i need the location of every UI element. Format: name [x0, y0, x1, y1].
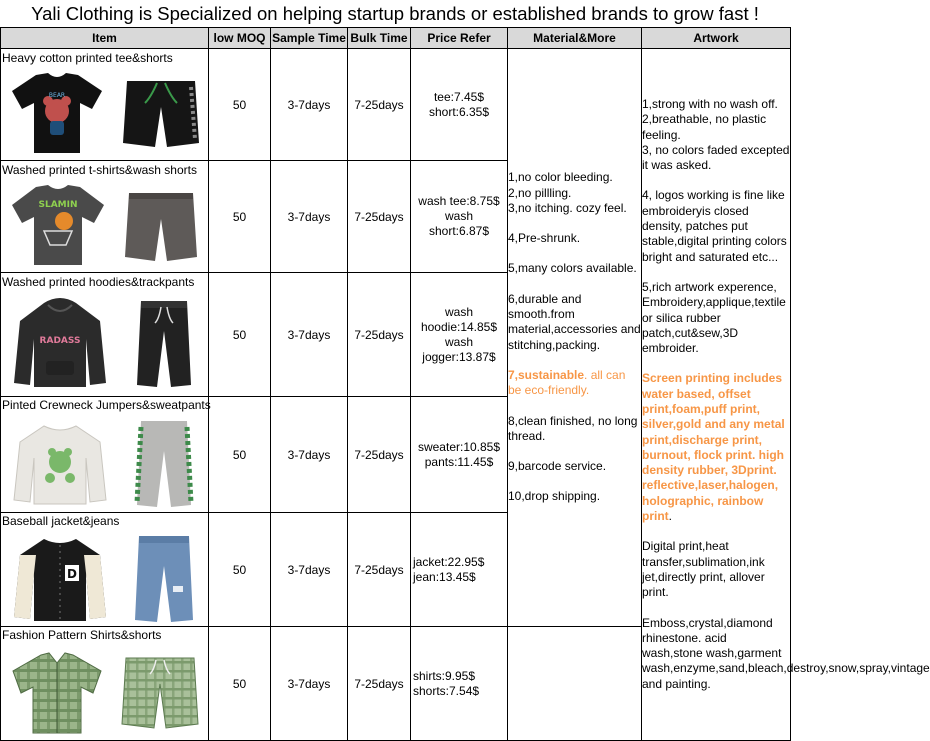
artwork-point: 1,strong with no wash off. [642, 96, 778, 111]
price-cell [411, 161, 508, 273]
artwork-point: 5,rich artwork experence, Embroidery,applique,textile or silica rubber patch,cut&sew,3D embroider. [642, 279, 786, 356]
table-row [1, 49, 791, 161]
header-artwork: Artwork [642, 28, 791, 49]
price-line: tee:7.45$ [433, 89, 485, 104]
price-cell [411, 397, 508, 513]
material-point: 10,drop shipping. [508, 489, 601, 504]
black-shorts-icon [121, 73, 201, 153]
price-cell [411, 513, 508, 627]
artwork-point: 4, logos working is fine like embroideryis closed density, patches put stable,digital printing colors bright and saturated etc... [642, 188, 787, 264]
sample-time-cell: 3-7days [271, 627, 348, 741]
plaid-shirt-icon [7, 649, 107, 735]
bulk-time-cell: 7-25days [348, 513, 411, 627]
item-name: Heavy cotton printed tee&shorts [2, 50, 173, 65]
material-point: 3,no itching. cozy feel. [508, 200, 627, 215]
moq-cell: 50 [209, 273, 271, 397]
bulk-time-cell: 7-25days [348, 273, 411, 397]
plaid-shorts-icon [118, 652, 202, 732]
price-line: jacket:22.95$ [413, 554, 485, 569]
price-line: jean:13.45$ [413, 569, 476, 584]
product-table [0, 27, 930, 741]
artwork-cell [642, 49, 930, 741]
item-name: Baseball jacket&jeans [2, 513, 120, 528]
price-line: short:6.35$ [428, 104, 490, 119]
material-point: 6,durable and smooth.from material,accessories and stitching,packing. [508, 291, 641, 352]
price-line: pants:11.45$ [424, 454, 494, 469]
item-cell [1, 161, 209, 273]
item-name: Washed printed hoodies&trackpants [2, 274, 195, 289]
item-name: Fashion Pattern Shirts&shorts [2, 627, 162, 642]
sweatpants-icon [129, 417, 199, 509]
item-cell [1, 49, 209, 161]
item-cell [1, 627, 209, 741]
bulk-time-cell: 7-25days [348, 627, 411, 741]
sample-time-cell: 3-7days [271, 397, 348, 513]
price-line: wash tee:8.75$ [418, 194, 500, 208]
material-point-sustainable: 7,sustainable. all can be eco-friendly. [508, 367, 626, 398]
item-name: Pinted Crewneck Jumpers&sweatpants [2, 397, 211, 412]
header-material: Material&More [508, 28, 642, 49]
price-line: short:6.87$ [428, 224, 490, 238]
artwork-point-screen-printing: Screen printing includes water based, offset print,foam,puff print, silver,gold and any metal print,discharge print, burnout, flock print. high density rubber, 3Dprint. reflective,laser,halogen, holographic, rainbow print. [642, 371, 785, 524]
bulk-time-cell: 7-25days [348, 397, 411, 513]
material-cell-empty [508, 627, 642, 741]
material-point: 8,clean finished, no long thread. [508, 413, 638, 443]
item-name: Washed printed t-shirts&wash shorts [2, 162, 197, 177]
sample-time-cell: 3-7days [271, 513, 348, 627]
jeans-icon [129, 532, 199, 624]
price-line: wash [444, 334, 473, 349]
black-hoodie-icon [10, 295, 110, 391]
moq-cell: 50 [209, 161, 271, 273]
crewneck-sweater-icon [10, 418, 110, 508]
svg-text:D: D [67, 566, 78, 581]
header-sample-time: Sample Time [271, 28, 348, 49]
varsity-jacket-icon [10, 533, 110, 623]
sample-time-cell: 3-7days [271, 273, 348, 397]
black-joggers-icon [129, 295, 199, 391]
price-line: hoodie:14.85$ [420, 319, 498, 334]
material-point: 5,many colors available. [508, 261, 637, 276]
item-cell [1, 513, 209, 627]
moq-cell: 50 [209, 627, 271, 741]
material-point: 4,Pre-shrunk. [508, 231, 581, 246]
price-line: wash [444, 304, 473, 319]
header-item: Item [1, 28, 209, 49]
item-cell [1, 397, 209, 513]
moq-cell: 50 [209, 513, 271, 627]
material-point: 1,no color bleeding. [508, 170, 613, 185]
gray-shorts-icon [121, 185, 201, 265]
moq-cell: 50 [209, 49, 271, 161]
price-line: shirts:9.95$ [413, 668, 476, 683]
price-line: sweater:10.85$ [417, 439, 501, 454]
header-bulk-time: Bulk Time [348, 28, 411, 49]
page-title: Yali Clothing is Specialized on helping startup brands or established brands to grow fast ! [31, 3, 759, 24]
item-cell [1, 273, 209, 397]
price-cell [411, 49, 508, 161]
artwork-point: 2,breathable, no plastic feeling. [642, 112, 767, 142]
svg-text:RADASS: RADASS [39, 335, 81, 346]
material-point: 9,barcode service. [508, 459, 607, 474]
bear-graphic-tee-icon [8, 69, 106, 157]
price-cell [411, 273, 508, 397]
artwork-point: Emboss,crystal,diamond rhinestone. acid wash,stone wash,garment wash,enzyme,sand,bleach,destroy,snow,spray,vintage and painting. [642, 615, 930, 691]
header-price: Price Refer [411, 28, 508, 49]
material-point: 2,no pillling. [508, 185, 572, 200]
sample-time-cell: 3-7days [271, 161, 348, 273]
moq-cell: 50 [209, 397, 271, 513]
price-cell [411, 627, 508, 741]
price-line: shorts:7.54$ [413, 683, 480, 698]
sample-time-cell: 3-7days [271, 49, 348, 161]
artwork-point: 3, no colors faded excepted it was asked. [642, 142, 790, 173]
basketball-graphic-tee-icon [8, 181, 108, 269]
header-moq: low MOQ [209, 28, 271, 49]
material-cell [508, 49, 642, 627]
bulk-time-cell: 7-25days [348, 49, 411, 161]
price-line: jogger:13.87$ [422, 349, 496, 364]
svg-text:SLAMIN: SLAMIN [38, 199, 78, 210]
price-line: wash [444, 209, 473, 223]
header-row [1, 28, 791, 49]
artwork-point: Digital print,heat transfer,sublimation,ink jet,directly print, allover print. [642, 539, 765, 600]
svg-text:BEAR: BEAR [49, 91, 66, 99]
bulk-time-cell: 7-25days [348, 161, 411, 273]
